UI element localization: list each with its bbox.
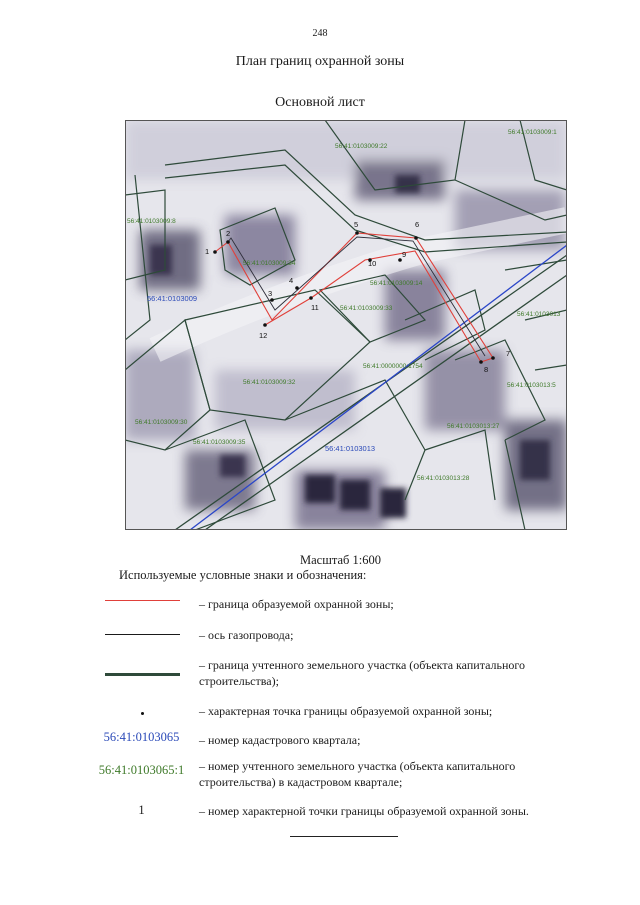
sheet-subtitle: Основной лист [275, 95, 365, 110]
parcel-label: 56:41:0103013:28 [417, 475, 470, 482]
legend-quarter-symbol: 56:41:0103065 [103, 730, 180, 744]
parcel-label: 56:41:0103009:22 [335, 143, 388, 150]
legend-desc-point: – характерная точка границы образуемой охранной зоны; [199, 704, 493, 718]
parcel-label: 56:41:0103009:32 [243, 379, 296, 386]
point-number: 9 [402, 250, 407, 259]
quarter-label: 56:41:0103009 [147, 294, 198, 303]
point-number: 4 [289, 276, 294, 285]
boundary-point [295, 286, 299, 290]
legend-point-number-symbol: 1 [138, 803, 145, 817]
map-svg [125, 120, 567, 530]
cadastral-map [125, 120, 567, 530]
footer-rule [290, 836, 398, 837]
parcel-label: 56:41:0103009:35 [193, 439, 246, 446]
legend-parcel-number-symbol: 56:41:0103065:1 [98, 763, 185, 777]
pipeline-parcel-label: 56:41:0000000:1754 [363, 363, 423, 370]
parcel-label: 56:41:0103009:1 [508, 129, 557, 136]
legend-desc-zone-border: – граница образуемой охранной зоны; [199, 597, 394, 611]
legend-heading: Используемые условные знаки и обозначения: [119, 568, 367, 582]
page-number: 248 [312, 28, 328, 39]
point-number: 3 [268, 289, 273, 298]
boundary-point [263, 323, 267, 327]
parcel-label: 56:41:0103009:34 [243, 260, 296, 267]
boundary-point [270, 298, 274, 302]
parcel-label: 56:41:0103009:14 [370, 280, 423, 287]
parcel-label: 56:41:0103013 [517, 311, 561, 318]
legend-desc-quarter: – номер кадастрового квартала; [199, 733, 361, 747]
point-number: 12 [259, 331, 268, 340]
page-title: План границ охранной зоны [235, 54, 405, 69]
point-number: 5 [354, 220, 359, 229]
map-scale: Масштаб 1:600 [300, 553, 381, 567]
quarter-label: 56:41:0103013 [325, 444, 376, 453]
parcel-label: 56:41:0103013:27 [447, 423, 500, 430]
boundary-point [414, 236, 418, 240]
boundary-point [355, 231, 359, 235]
boundary-point [213, 250, 217, 254]
boundary-point [479, 360, 483, 364]
point-number: 11 [311, 303, 319, 312]
point-number: 2 [226, 229, 231, 238]
point-number: 10 [368, 259, 377, 268]
parcel-label: 56:41:0103009:30 [135, 419, 188, 426]
legend-desc-parcel-border: – граница учтенного земельного участка (объекта капитального строительства); [199, 658, 526, 688]
legend-point-symbol [141, 712, 144, 715]
point-number: 7 [506, 349, 511, 358]
legend-desc-point-number: – номер характерной точки границы образуемой охранной зоны. [199, 804, 529, 818]
legend-desc-pipeline-axis: – ось газопровода; [199, 628, 294, 642]
legend-pipeline-axis-symbol [105, 634, 180, 635]
point-number: 6 [415, 220, 420, 229]
boundary-point [491, 356, 495, 360]
point-number: 1 [205, 247, 210, 256]
parcel-label: 56:41:0103013:5 [507, 382, 556, 389]
boundary-point [226, 240, 230, 244]
legend-parcel-border-symbol [105, 673, 180, 676]
point-number: 8 [484, 365, 489, 374]
legend-desc-parcel-number: – номер учтенного земельного участка (объекта капитального строительства) в кадастровом квартале; [199, 759, 516, 789]
parcel-label: 56:41:0103009:8 [127, 218, 176, 225]
legend-zone-border-symbol [105, 600, 180, 601]
boundary-point [309, 296, 313, 300]
parcel-label: 56:41:0103009:33 [340, 305, 393, 312]
